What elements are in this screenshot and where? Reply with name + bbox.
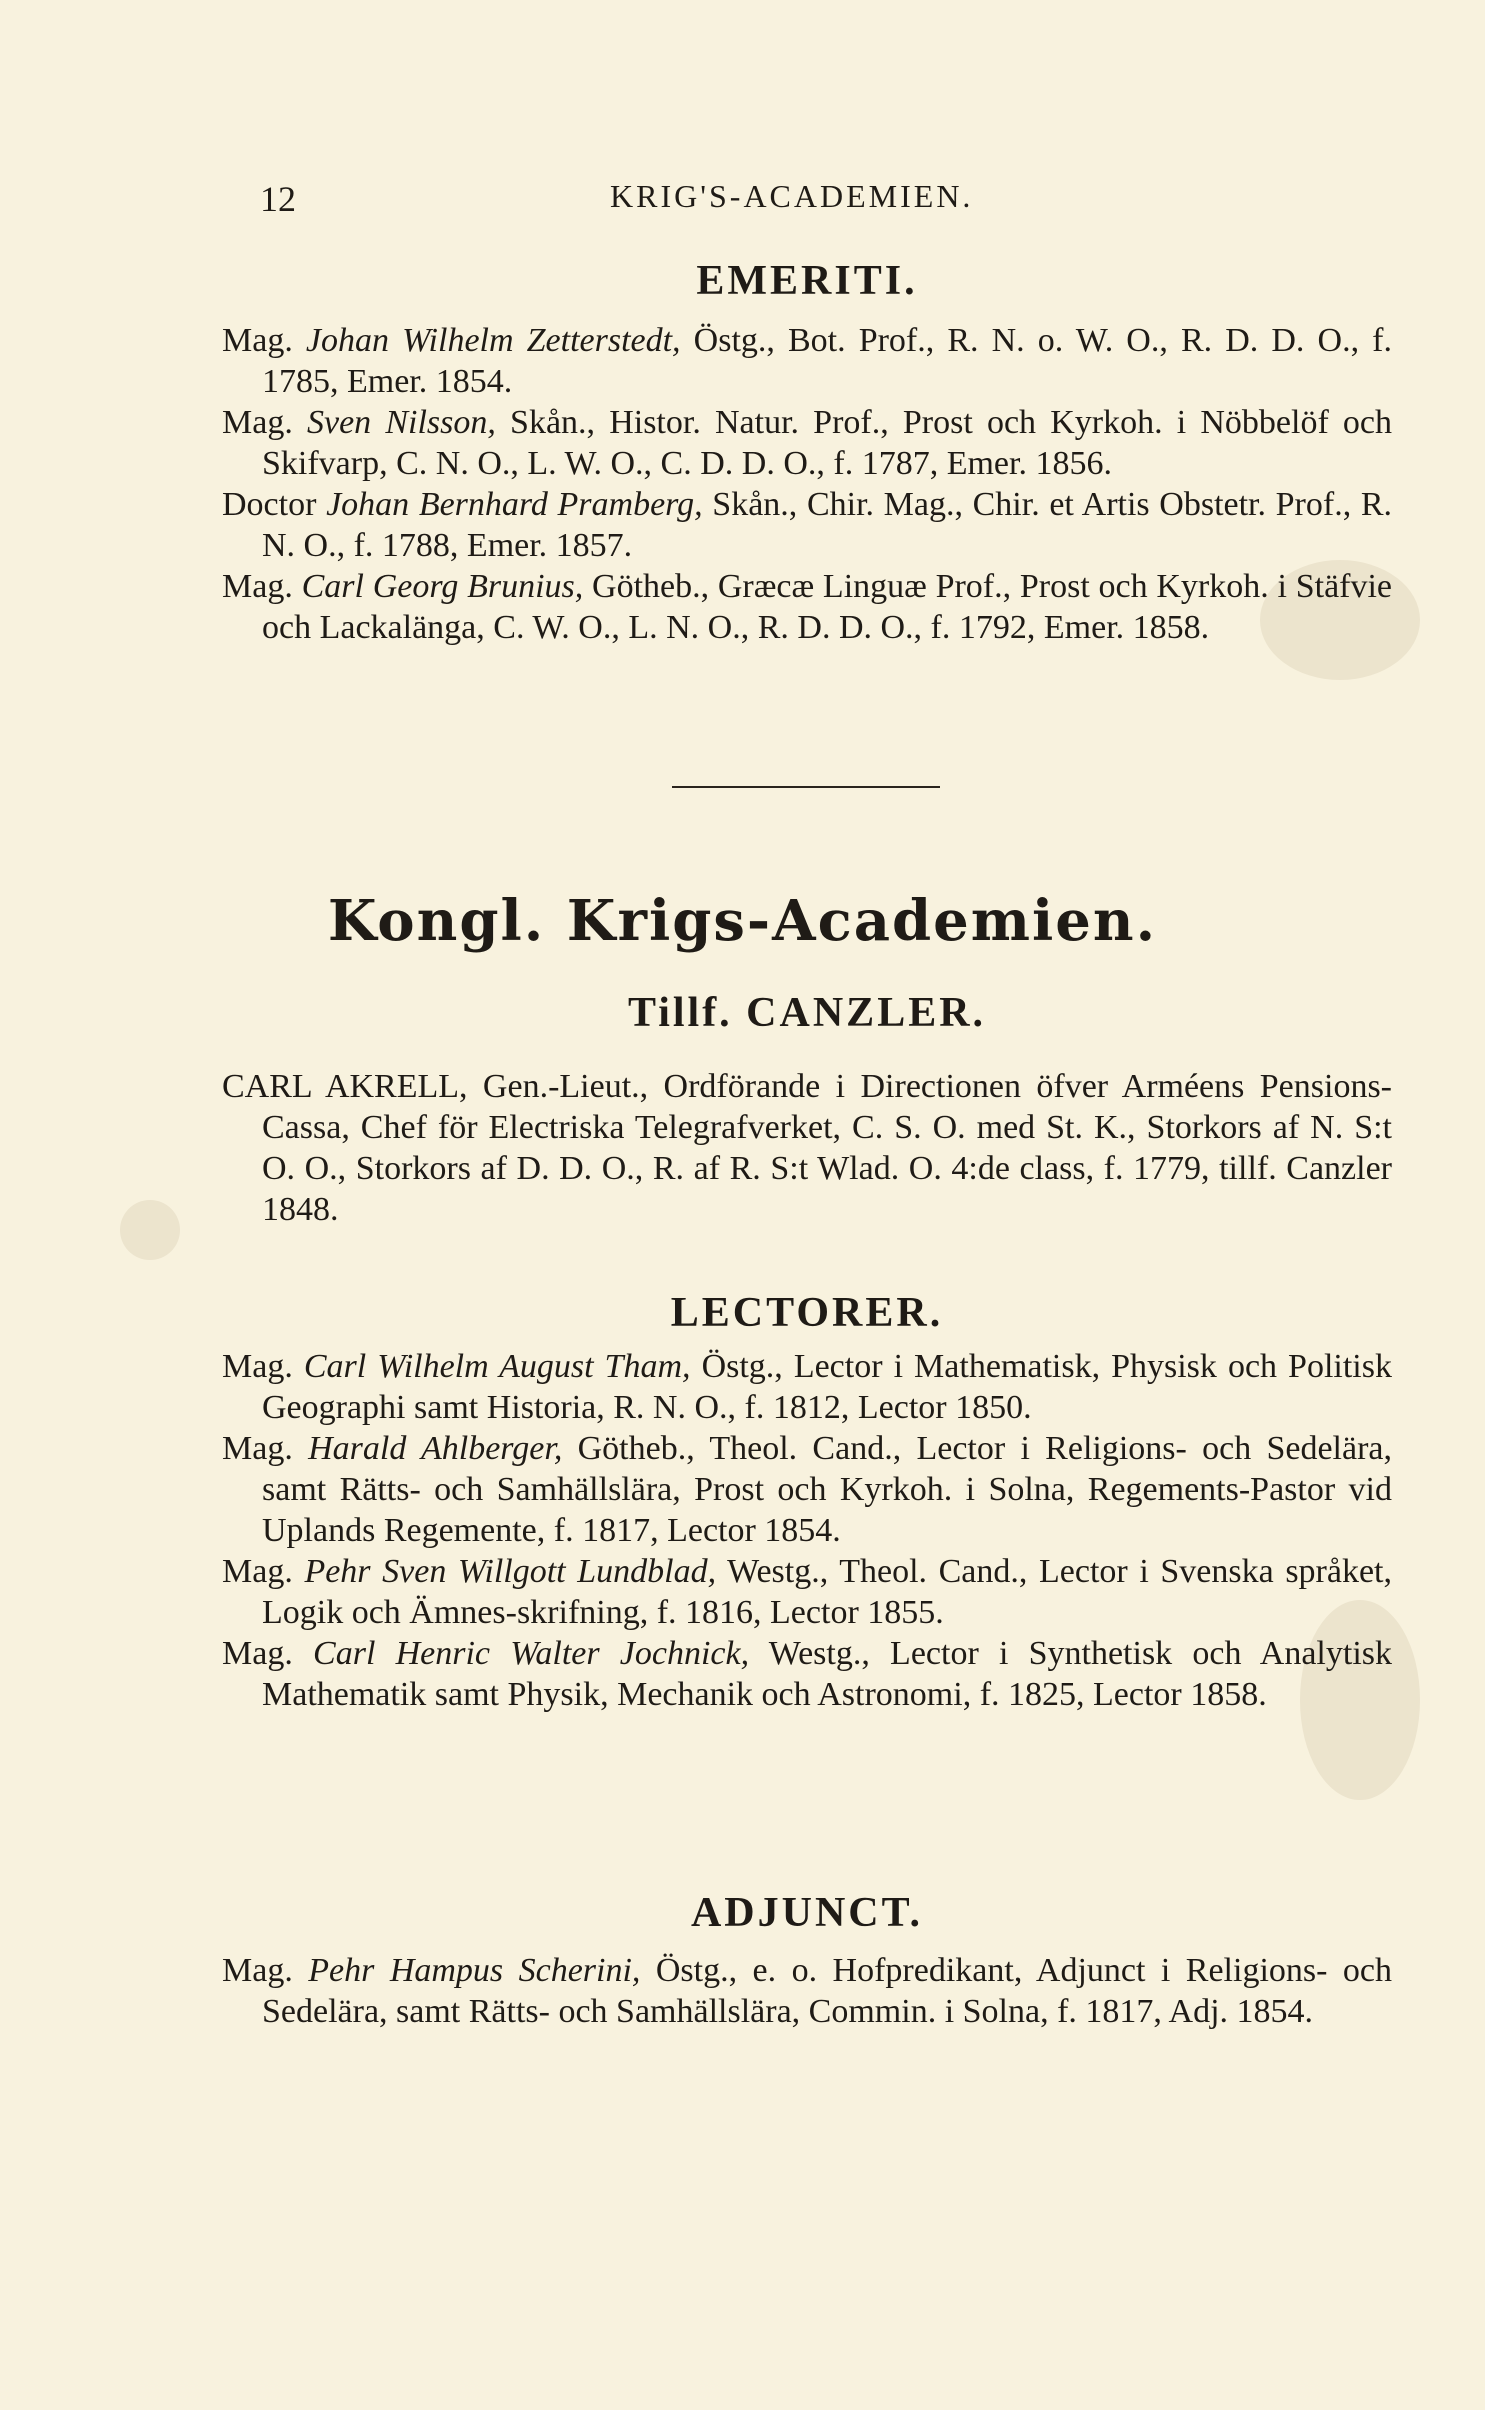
emeriti-entry [222,402,1392,484]
entry-name: Carl Wilhelm August Tham, [303,1348,691,1386]
emeriti-entry [222,484,1392,566]
adjunct-section [222,1890,1392,2032]
lectorer-section [222,1290,1392,1715]
running-head: KRIG'S-ACADEMIEN. [610,178,974,214]
entry-details: Östg., Lector i Mathematisk, Physisk och Politisk Geographi samt Historia, R. N. O., f. 1812, Lector 1850. [262,1348,1392,1427]
entry-details: Östg., Bot. Prof., R. N. o. W. O., R. D. D. O., f. 1785, Emer. 1854. [262,322,1392,401]
entry-details: Westg., Lector i Synthetisk och Analytisk Mathematik samt Physik, Mechanik och Astronomi, f. 1825, Lector 1858. [262,1635,1393,1714]
emeriti-entry [222,320,1392,402]
emeriti-section [222,258,1392,648]
page-number: 12 [260,179,296,219]
page-header [0,178,1485,228]
lectorer-entry [222,1428,1392,1551]
entry-details: Götheb., Græcæ Linguæ Prof., Prost och Kyrkoh. i Stäfvie och Lackalänga, C. W. O., L. N. O., R. D. D. O., f. 1792, Emer. 1858. [262,568,1393,647]
canzler-entry [222,1066,1392,1230]
adjunct-entry [222,1950,1392,2032]
section-heading-emeriti: EMERITI. [696,258,918,304]
entry-title: Mag. [222,1348,293,1386]
entry-title: Mag. [222,1952,293,1990]
lectorer-entry [222,1346,1392,1428]
section-heading-adjunct: ADJUNCT. [690,1890,924,1936]
foxing-stain [120,1200,180,1260]
lectorer-entry [222,1633,1392,1715]
entry-title: Mag. [222,1430,293,1468]
entry-details: Westg., Theol. Cand., Lector i Svenska språket, Logik och Ämnes-skrifning, f. 1816, Lector 1855. [262,1553,1392,1632]
entry-name: Johan Bernhard Pramberg, [326,486,703,524]
entry-details: Skån., Histor. Natur. Prof., Prost och Kyrkoh. i Nöbbelöf och Skifvarp, C. N. O., L. W. O., C. D. D. O., f. 1787, Emer. 1856. [262,404,1393,483]
entry-title: Mag. [222,568,293,606]
entry-name: Sven Nilsson, [307,404,496,442]
emeriti-entry [222,566,1392,648]
entry-title: Doctor [222,486,317,524]
entry-name: Carl Henric Walter Jochnick, [313,1635,750,1673]
entry-title: Mag. [222,322,293,360]
section-heading-lectorer: LECTORER. [670,1290,944,1336]
entry-details: Östg., e. o. Hofpredikant, Adjunct i Religions- och Sedelära, samt Rätts- och Samhällslära, Commin. i Solna, f. 1817, Adj. 1854. [262,1952,1392,2031]
entry-details: Skån., Chir. Mag., Chir. et Artis Obstetr. Prof., R. N. O., f. 1788, Emer. 1857. [262,486,1393,565]
entry-name: Harald Ahlberger, [308,1430,563,1468]
entry-name: Pehr Sven Willgott Lundblad, [304,1553,717,1591]
main-title: Kongl. Krigs-Academien. [327,888,1158,954]
entry-title: Mag. [222,1635,293,1673]
entry-name: Carl Georg Brunius, [301,568,584,606]
entry-name: Pehr Hampus Scherini, [308,1952,641,1990]
entry-details: Götheb., Theol. Cand., Lector i Religions- och Sedelära, samt Rätts- och Samhällslära, Prost och Kyrkoh. i Solna, Regements-Pastor vid Uplands Regemente, f. 1817, Lector 1854. [262,1430,1393,1550]
section-divider-rule [672,786,940,788]
entry-title: Mag. [222,404,293,442]
canzler-section [222,990,1392,1230]
entry-name: Johan Wilhelm Zetterstedt, [305,322,681,360]
section-heading-canzler: Tillf. CANZLER. [627,990,987,1036]
entry-title: Mag. [222,1553,293,1591]
entry-details: CARL AKRELL, Gen.-Lieut., Ordförande i Directionen öfver Arméens Pensions-Cassa, Chef för Electriska Telegrafverket, C. S. O. med St. K., Storkors af N. S:t O. O., Storkors af D. D. O., R. af R. S:t Wlad. O. 4:de class, f. 1779, tillf. Canzler 1848. [222,1068,1392,1229]
lectorer-entry [222,1551,1392,1633]
